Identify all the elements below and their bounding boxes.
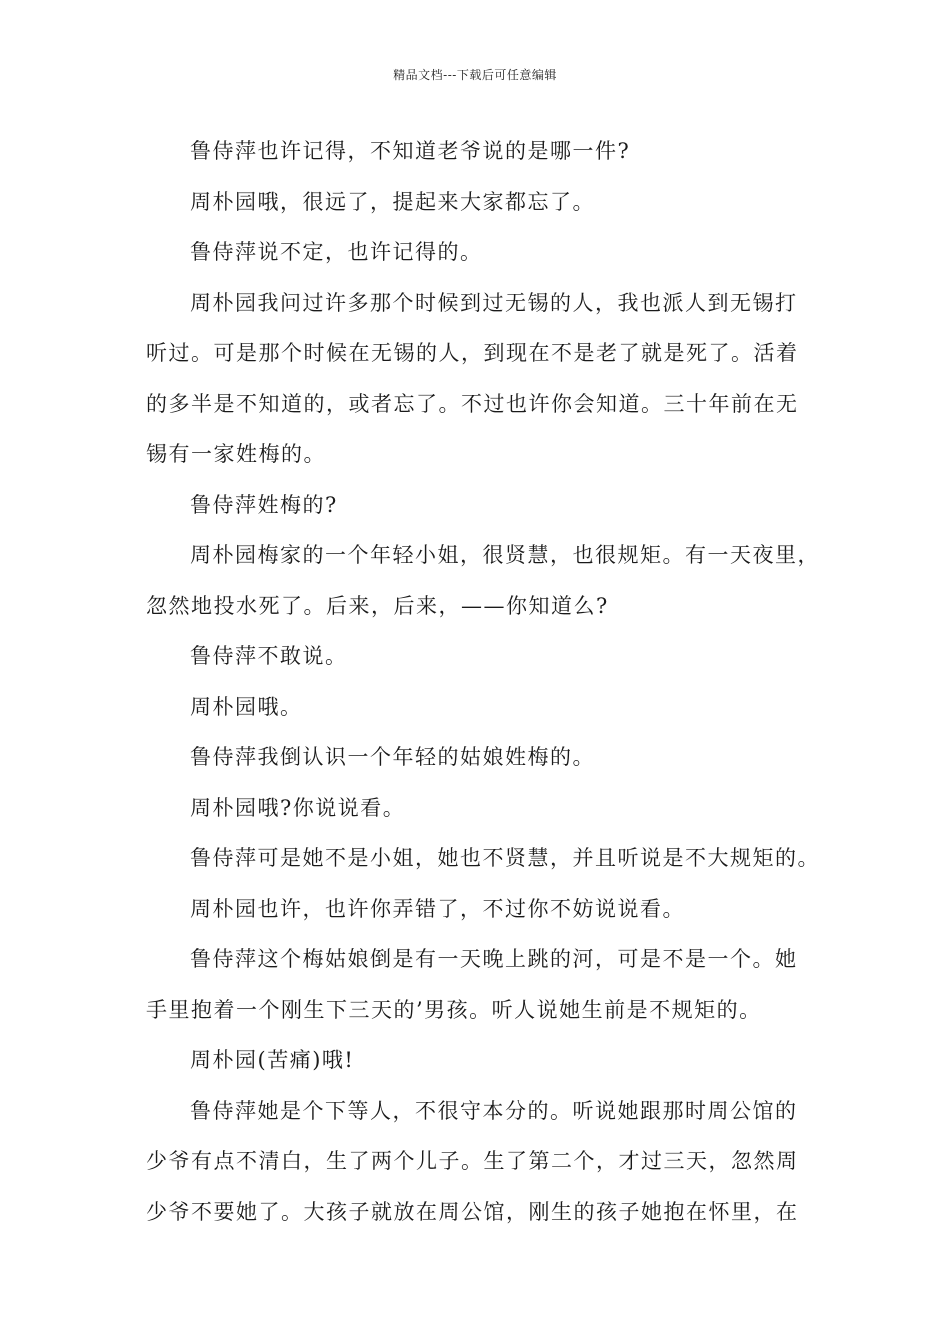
paragraph	[146, 783, 826, 834]
paragraph	[146, 1086, 826, 1238]
paragraph	[146, 126, 826, 177]
text-line: 周朴园我问过许多那个时候到过无锡的人，我也派人到无锡打	[190, 290, 798, 315]
text-line: 周朴园哦?你说说看。	[190, 795, 406, 820]
text-line: 鲁侍萍说不定，也许记得的。	[190, 240, 483, 264]
text-line: 忽然地投水死了。后来，后来，——你知道么?	[146, 593, 609, 618]
text-line: 听过。可是那个时候在无锡的人，到现在不是老了就是死了。活着	[146, 341, 799, 365]
paragraph	[146, 884, 826, 935]
text-line: 鲁侍萍她是个下等人，不很守本分的。听说她跟那时周公馆的	[190, 1098, 798, 1123]
text-line: 锡有一家姓梅的。	[146, 442, 326, 466]
text-line: 周朴园(苦痛)哦!	[190, 1048, 355, 1072]
paragraph	[146, 1035, 826, 1086]
paragraph	[146, 177, 826, 228]
paragraph	[146, 278, 826, 480]
page-header: 精品文档---下载后可任意编辑	[393, 68, 557, 82]
text-line: 鲁侍萍姓梅的?	[190, 492, 338, 517]
text-line: 周朴园也许，也许你弄错了，不过你不妨说说看。	[190, 896, 685, 921]
paragraph	[146, 631, 826, 682]
paragraph	[146, 682, 826, 733]
text-line: 周朴园哦。	[190, 694, 303, 719]
paragraph	[146, 480, 826, 531]
text-line: 鲁侍萍不敢说。	[190, 644, 348, 668]
text-line: 鲁侍萍也许记得，不知道老爷说的是哪一件?	[190, 139, 631, 163]
paragraph	[146, 732, 826, 783]
paragraph	[146, 530, 826, 631]
text-line: 手里抱着一个刚生下三天的’男孩。听人说她生前是不规矩的。	[146, 997, 762, 1022]
paragraph	[146, 227, 826, 278]
document-body	[146, 126, 826, 1237]
text-line: 周朴园梅家的一个年轻小姐，很贤慧，也很规矩。有一天夜里，	[190, 543, 820, 567]
paragraph	[146, 934, 826, 1035]
text-line: 少爷不要她了。大孩子就放在周公馆，刚生的孩子她抱在怀里，在	[146, 1199, 799, 1224]
text-line: 鲁侍萍我倒认识一个年轻的姑娘姓梅的。	[190, 745, 595, 769]
text-line: 的多半是不知道的，或者忘了。不过也许你会知道。三十年前在无	[146, 391, 799, 416]
text-line: 周朴园哦，很远了，提起来大家都忘了。	[190, 189, 595, 214]
text-line: 鲁侍萍可是她不是小姐，她也不贤慧，并且听说是不大规矩的。	[190, 846, 820, 870]
text-line: 少爷有点不清白，生了两个儿子。生了第二个，才过三天，忽然周	[146, 1149, 799, 1173]
text-line: 鲁侍萍这个梅姑娘倒是有一天晚上跳的河，可是不是一个。她	[190, 947, 798, 971]
paragraph	[146, 833, 826, 884]
